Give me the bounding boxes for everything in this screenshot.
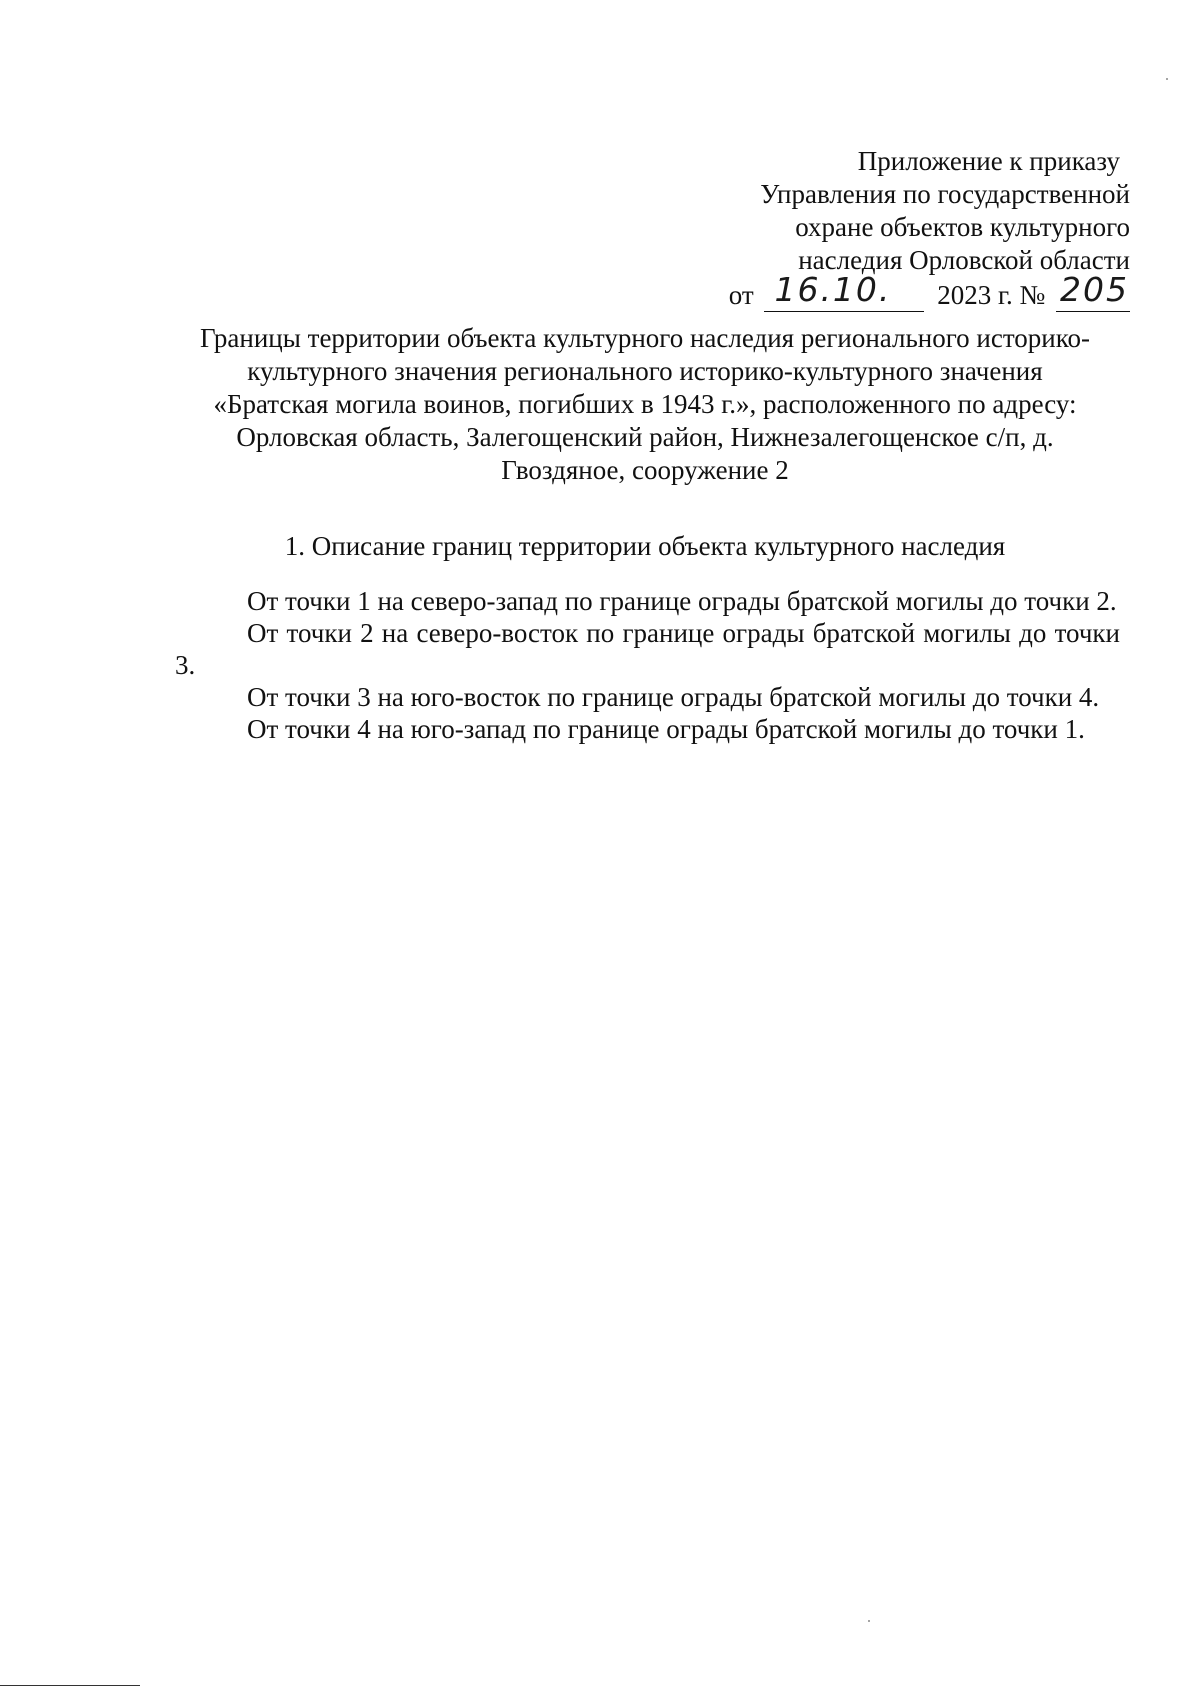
approval-line-3: охране объектов культурного bbox=[795, 212, 1130, 242]
approval-block bbox=[700, 145, 1130, 312]
boundary-paragraph-4: От точки 4 на юго-запад по границе ограды братской могилы до точки 1. bbox=[247, 714, 1085, 744]
date-blank bbox=[764, 270, 924, 312]
date-prefix: от bbox=[728, 280, 754, 310]
boundary-paragraph-3: От точки 3 на юго-восток по границе ограды братской могилы до точки 4. bbox=[247, 682, 1100, 712]
boundary-description bbox=[175, 585, 1120, 745]
heading-line-3: «Братская могила воинов, погибших в 1943 г.», расположенного по адресу: bbox=[213, 389, 1077, 419]
boundary-paragraph-1: От точки 1 на северо-запад по границе ограды братской могилы до точки 2. bbox=[247, 586, 1117, 616]
year-text: 2023 г. № bbox=[937, 280, 1046, 310]
number-blank bbox=[1056, 270, 1130, 312]
approval-line-2: Управления по государственной bbox=[760, 179, 1130, 209]
scan-speck bbox=[1166, 78, 1168, 80]
handwritten-date: 16.10. bbox=[774, 270, 892, 309]
handwritten-number: 205 bbox=[1060, 270, 1129, 309]
footer-rule bbox=[0, 1685, 140, 1686]
heading-line-4: Орловская область, Залегощенский район, Нижнезалегощенское с/п, д. bbox=[236, 422, 1054, 452]
approval-line-1: Приложение к приказу bbox=[857, 146, 1120, 176]
heading-line-2: культурного значения регионального историко-культурного значения bbox=[247, 356, 1043, 386]
section-title: 1. Описание границ территории объекта культурного наследия bbox=[284, 531, 1006, 561]
approval-line-4: наследия Орловской области bbox=[798, 245, 1130, 275]
heading-line-5: Гвоздяное, сооружение 2 bbox=[501, 455, 789, 485]
scan-speck bbox=[868, 1620, 870, 1622]
heading-line-1: Границы территории объекта культурного наследия регионального историко- bbox=[200, 323, 1090, 353]
document-heading bbox=[170, 322, 1120, 487]
boundary-paragraph-2: От точки 2 на северо-восток по границе ограды братской могилы до точки 3. bbox=[175, 618, 1120, 680]
order-date-line bbox=[700, 270, 1130, 312]
